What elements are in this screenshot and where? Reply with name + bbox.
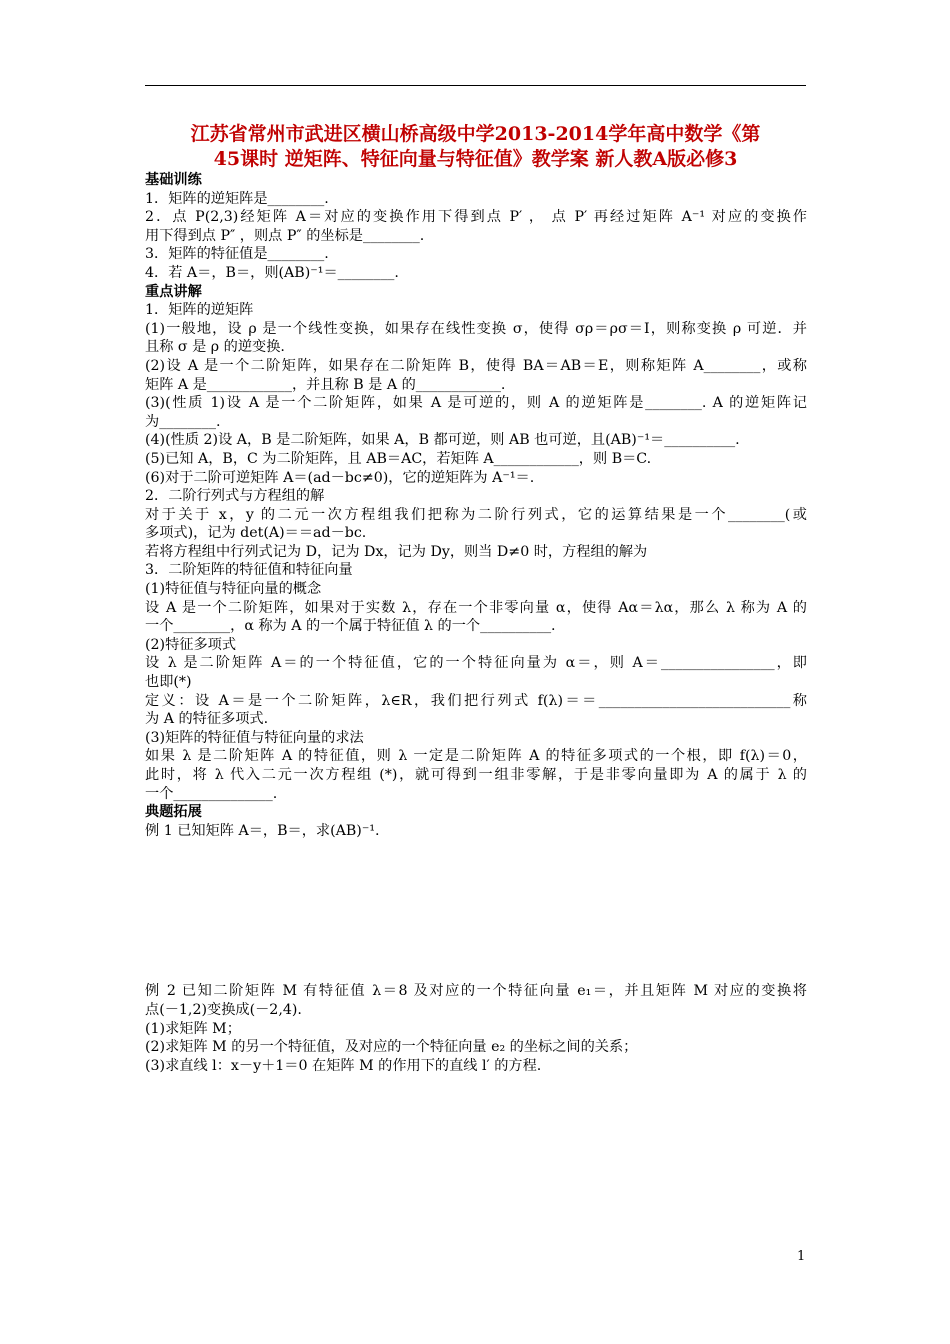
text-line: 设 A 是一个二阶矩阵，如果对于实数 λ，存在一个非零向量 α，使得 Aα＝λα，那么 λ 称为 A 的 bbox=[145, 599, 807, 616]
text-line: (5)已知 A，B，C 为二阶矩阵，且 AB＝AC，若矩阵 A____________，则 B＝C. bbox=[145, 450, 652, 467]
text-line: 设 λ 是二阶矩阵 A＝的一个特征值，它的一个特征向量为 α＝，则 A＝________________，即 bbox=[145, 655, 807, 672]
document-body bbox=[145, 171, 807, 1075]
text-line: (3)矩阵的特征值与特征向量的求法 bbox=[145, 729, 364, 746]
text-line: 3．二阶矩阵的特征值和特征向量 bbox=[145, 562, 353, 579]
body-block-b bbox=[145, 982, 807, 1075]
text-line: 一个________，α 称为 A 的一个属于特征值 λ 的一个__________. bbox=[145, 618, 556, 635]
text-line: 2．二阶行列式与方程组的解 bbox=[145, 488, 325, 505]
text-line: 此时，将 λ 代入二元一次方程组 (*)，就可得到一组非零解，于是非零向量即为 A 的属于 λ 的 bbox=[145, 767, 807, 783]
text-line: 多项式)，记为 det(A)＝＝ad－bc. bbox=[145, 525, 367, 542]
text-line: 为 A 的特征多项式. bbox=[145, 711, 269, 728]
text-line: (3)求直线 l：x－y＋1＝0 在矩阵 M 的作用下的直线 l′ 的方程. bbox=[145, 1057, 542, 1074]
document-title bbox=[145, 122, 806, 172]
text-line: 且称 σ 是 ρ 的逆变换. bbox=[145, 339, 285, 356]
text-line: (3)(性质 1)设 A 是一个二阶矩阵，如果 A 是可逆的，则 A 的逆矩阵是________. A 的逆矩阵记 bbox=[145, 395, 807, 412]
section-heading: 基础训练 bbox=[145, 172, 202, 188]
body-block-a bbox=[145, 171, 807, 840]
text-line: 也即(*) bbox=[145, 674, 192, 691]
text-line: 为________. bbox=[145, 413, 221, 430]
text-line: 例 2 已知二阶矩阵 M 有特征值 λ＝8 及对应的一个特征向量 e₁＝，并且矩阵 M 对应的变换将 bbox=[145, 983, 807, 1000]
text-line: 矩阵 A 是____________，并且称 B 是 A 的____________. bbox=[145, 376, 506, 393]
text-line: 一个______________. bbox=[145, 785, 278, 802]
text-line: (2)设 A 是一个二阶矩阵，如果存在二阶矩阵 B，使得 BA＝AB＝E，则称矩阵 A________，或称 bbox=[145, 357, 807, 374]
text-line: 若将方程组中行列式记为 D，记为 Dx，记为 Dy，则当 D≠0 时，方程组的解为 bbox=[145, 543, 648, 560]
text-line: (2)特征多项式 bbox=[145, 636, 237, 653]
text-line: 4．若 A＝，B＝，则(AB)⁻¹＝________. bbox=[145, 264, 399, 281]
text-line: 用下得到点 P″ ，则点 P″ 的坐标是________. bbox=[145, 227, 425, 244]
text-line: 定义：设 A＝是一个二阶矩阵，λ∈R，我们把行列式 f(λ)＝＝___________________________称 bbox=[145, 692, 807, 709]
title-line-2: 45课时 逆矩阵、特征向量与特征值》教学案 新人教A版必修3 bbox=[213, 148, 738, 170]
text-line: (2)求矩阵 M 的另一个特征值，及对应的一个特征向量 e₂ 的坐标之间的关系； bbox=[145, 1039, 638, 1056]
text-line: (6)对于二阶可逆矩阵 A＝(ad－bc≠0)，它的逆矩阵为 A⁻¹＝. bbox=[145, 469, 535, 486]
text-line: 2．点 P(2,3)经矩阵 A＝对应的变换作用下得到点 P′ ， 点 P′ 再经过矩阵 A⁻¹ 对应的变换作 bbox=[145, 209, 807, 226]
text-line: 1．矩阵的逆矩阵 bbox=[145, 302, 254, 319]
text-line: 对于关于 x，y 的二元一次方程组我们把称为二阶行列式，它的运算结果是一个________(或 bbox=[145, 506, 807, 523]
text-line: (1)求矩阵 M； bbox=[145, 1020, 241, 1037]
example-1-answer-space bbox=[145, 840, 807, 982]
page-number: 1 bbox=[797, 1249, 806, 1264]
text-line: (4)(性质 2)设 A，B 是二阶矩阵，如果 A，B 都可逆，则 AB 也可逆，且(AB)⁻¹＝__________. bbox=[145, 432, 740, 449]
text-line: (1)一般地，设 ρ 是一个线性变换，如果存在线性变换 σ，使得 σρ＝ρσ＝I，则称变换 ρ 可逆．并 bbox=[145, 320, 807, 337]
text-line: 3．矩阵的特征值是________. bbox=[145, 246, 329, 263]
title-line-1: 江苏省常州市武进区横山桥高级中学2013-2014学年高中数学《第 bbox=[190, 123, 761, 145]
text-line: 如果 λ 是二阶矩阵 A 的特征值，则 λ 一定是二阶矩阵 A 的特征多项式的一个根，即 f(λ)＝0， bbox=[145, 748, 807, 765]
text-line: (1)特征值与特征向量的概念 bbox=[145, 581, 322, 598]
text-line: 点(－1,2)变换成(－2,4). bbox=[145, 1001, 302, 1018]
section-heading: 典题拓展 bbox=[145, 804, 202, 821]
text-line: 1．矩阵的逆矩阵是________. bbox=[145, 190, 329, 207]
text-line: 例 1 已知矩阵 A＝，B＝，求(AB)⁻¹. bbox=[145, 822, 380, 839]
section-heading: 重点讲解 bbox=[145, 283, 202, 300]
header-rule bbox=[145, 85, 806, 86]
